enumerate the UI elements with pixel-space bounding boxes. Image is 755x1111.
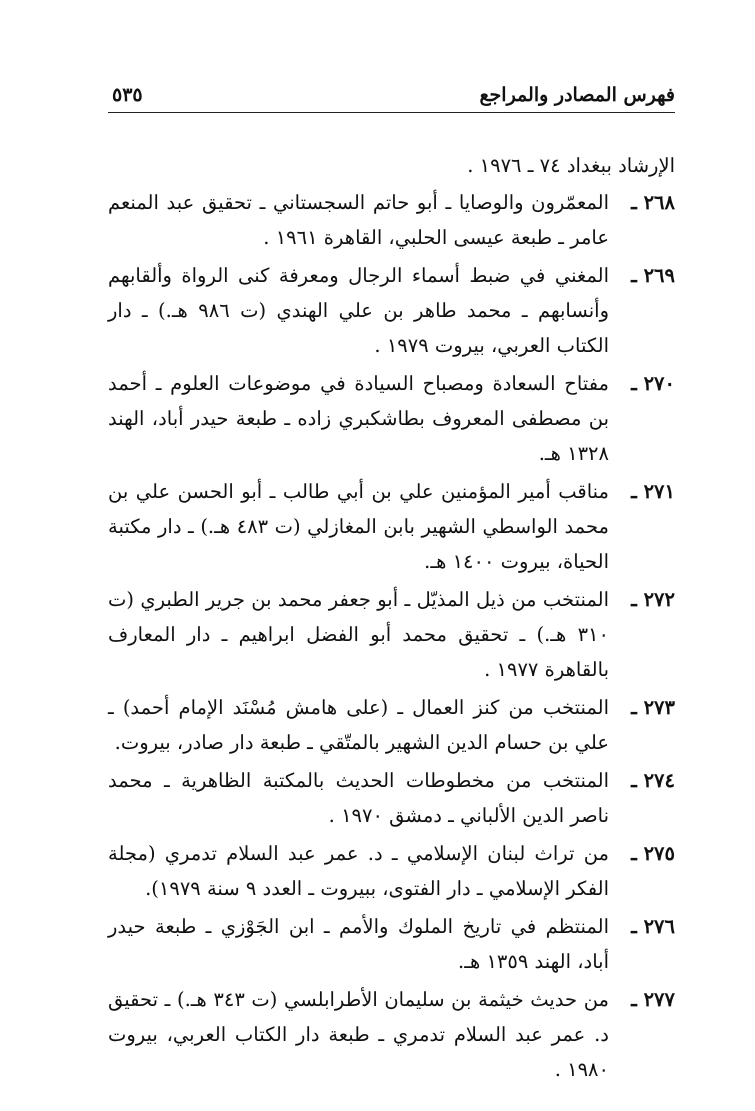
entry-number: ٢٧٦ ـ — [631, 915, 675, 938]
entry-number: ٢٦٨ ـ — [631, 191, 675, 214]
entry-text: من تراث لبنان الإسلامي ـ د. عمر عبد السلام تدمري (مجلة الفكر الإسلامي ـ دار الفتوى، ببيروت ـ العدد ٩ سنة ١٩٧٩). — [108, 842, 609, 900]
entry-number: ٢٧٠ ـ — [631, 372, 675, 395]
entry-number: ٢٧٢ ـ — [631, 588, 675, 611]
entry-number: ٢٧٧ ـ — [631, 988, 675, 1011]
entry-number: ٢٧٣ ـ — [631, 696, 675, 719]
bibliography-entry — [108, 836, 675, 906]
entry-text: المنتخب من كنز العمال ـ (على هامش مُسْنَد الإمام أحمد) ـ علي بن حسام الدين الشهير بالمتّقي ـ طبعة دار صادر، بيروت. — [108, 696, 609, 754]
bibliography-entry — [108, 690, 675, 760]
page-header — [108, 84, 675, 112]
bibliography-entry — [108, 909, 675, 979]
bibliography-entry — [108, 582, 675, 687]
entry-text: المنتظم في تاريخ الملوك والأمم ـ ابن الجَوْزي ـ طبعة حيدر أباد، الهند ١٣٥٩ هـ. — [108, 915, 609, 973]
running-title: فهرس المصادر والمراجع — [479, 84, 675, 106]
bibliography-list — [108, 148, 675, 1090]
bibliography-entry — [108, 763, 675, 833]
entry-text: مفتاح السعادة ومصباح السيادة في موضوعات العلوم ـ أحمد بن مصطفى المعروف بطاشكبري زاده ـ طبعة حيدر أباد، الهند ١٣٢٨ هـ. — [108, 372, 609, 465]
entry-number: ٢٧٥ ـ — [631, 842, 675, 865]
entry-number: ٢٧٤ ـ — [631, 769, 675, 792]
entry-text: المنتخب من مخطوطات الحديث بالمكتبة الظاهرية ـ محمد ناصر الدين الألباني ـ دمشق ١٩٧٠ . — [108, 769, 609, 827]
entry-text: المغني في ضبط أسماء الرجال ومعرفة كنى الرواة وألقابهم وأنسابهم ـ محمد طاهر بن علي الهندي (ت ٩٨٦ هـ.) ـ دار الكتاب العربي، بيروت ١٩٧٩ . — [108, 264, 609, 357]
entry-number: ٢٧١ ـ — [631, 480, 675, 503]
bibliography-entry — [108, 474, 675, 579]
bibliography-entry — [108, 982, 675, 1087]
entry-text: المعمّرون والوصايا ـ أبو حاتم السجستاني ـ تحقيق عبد المنعم عامر ـ طبعة عيسى الحلبي، القاهرة ١٩٦١ . — [108, 191, 609, 249]
bibliography-entry — [108, 185, 675, 255]
entry-text: مناقب أمير المؤمنين علي بن أبي طالب ـ أبو الحسن علي بن محمد الواسطي الشهير بابن المغازلي (ت ٤٨٣ هـ.) ـ دار مكتبة الحياة، بيروت ١٤٠٠ هـ. — [108, 480, 609, 573]
entry-text: من حديث خيثمة بن سليمان الأطرابلسي (ت ٣٤٣ هـ.) ـ تحقيق د. عمر عبد السلام تدمري ـ طبعة دار الكتاب العربي، بيروت ١٩٨٠ . — [108, 988, 609, 1081]
page-number: ٥٣٥ — [112, 84, 143, 106]
header-divider — [108, 112, 675, 113]
entry-number: ٢٦٩ ـ — [631, 264, 675, 287]
bibliography-entry — [108, 258, 675, 363]
continuation-line: الإرشاد ببغداد ٧٤ ـ ١٩٧٦ . — [467, 154, 675, 177]
entry-text: المنتخب من ذيل المذيّل ـ أبو جعفر محمد بن جرير الطبري (ت ٣١٠ هـ.) ـ تحقيق محمد أبو الفضل ابراهيم ـ دار المعارف بالقاهرة ١٩٧٧ . — [108, 588, 609, 681]
bibliography-entry — [108, 366, 675, 471]
